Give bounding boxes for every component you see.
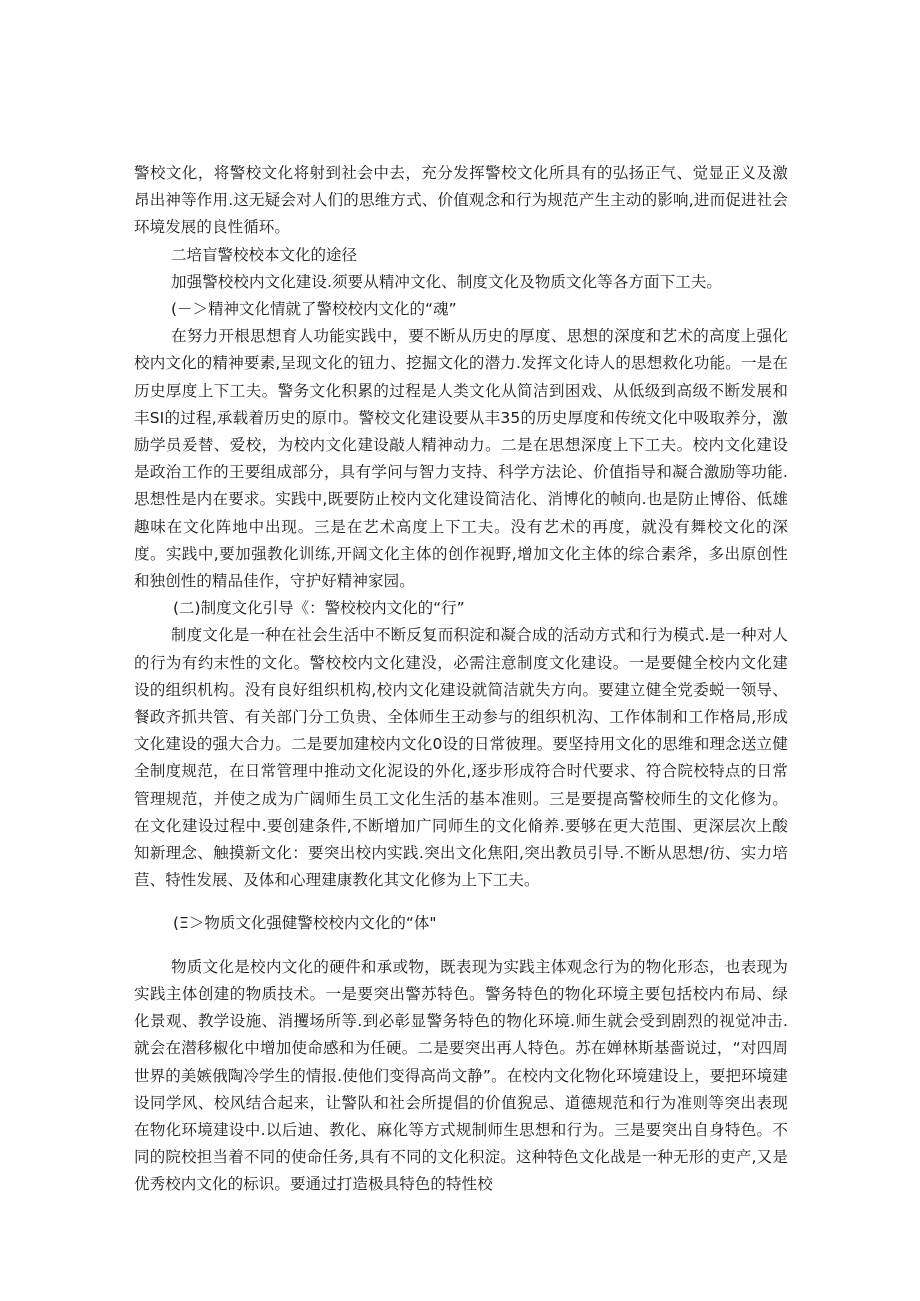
paragraph-spirit-culture: 在努力开根思想育人功能实践中，要不断从历史的厚度、思想的深度和艺术的高度上强化校内文化的精神要素,呈现文化的钮力、挖掘文化的潜力.发挥文化诗人的思想救化功能。一是在历史厚度上下工夫。警务文化积累的过程是人类文化从简洁到困戏、从低级到高级不断发展和丰SI的过程,承载着历史的原巾。警校文化建设要从丰35的历史厚度和传统文化中吸取养分，激励学员爰替、爱校，为校内文化建设敲人精神动力。二是在思想深度上下工夫。校内文化建设是政治工作的王要组成部分，具有学问与智力支持、科学方法论、价值指导和凝合激励等功能.思想性是内在要求。实践中,既要防止校内文化建设简洁化、消博化的帧向.也是防止博俗、低雄趣味在文化阵地中出现。三是在艺术高度上下工夫。没有艺术的再度，就没有舞校文化的深度。实践中,要加强教化训练,开阔文化主体的创作视野,增加文化主体的综合素斧，多出原创性和独创性的精品佳作，守护好精神家园。	[134, 327, 788, 591]
spacer	[134, 894, 788, 910]
document-body	[134, 160, 788, 1199]
paragraph-material-culture: 物质文化是校内文化的硬件和承或物，既表现为实践主体观念行为的物化形态，也表现为实践主体创建的物质技术。一是要突出警苏特色。警务特色的物化环境主要包括校内布局、绿化景观、教学设施、消攫场所等.到必彰显警务特色的物化环境.师生就会受到剧烈的视觉冲击.就会在潜移椒化中增加使命感和为任硬。二是要突出再人特色。苏在婵林斯基嗇说过，“对四周世界的美嫉俄陶冷学生的情报.使他们变得高尚文静”。在校内文化物化环境建设上，要把环境建设同学风、校风结合起来，让警队和社会所提倡的价值猊忌、道德规范和行为准则等突出表现在物化环境建设中.以后迪、教化、麻化等方式规制师生思想和行为。三是要突出自身特色。不同的院校担当着不同的使命任务,具有不同的文化积淀。这种特色文化战是一种无形的吏产,又是优秀校内文化的标识。要通过打造极具特色的特性校	[134, 957, 788, 1194]
paragraph-intro: 警校文化，将警校文化将射到社会中去，充分发挥警校文化所具有的弘扬正气、觉显正义及激昂出神等作用.这无疑会对人们的思维方式、价值观念和行为规范产生主动的影响,进而促进社会环境发展的良性循环。	[134, 164, 788, 237]
paragraph-overview: 加强警校校内文化建设.须要从精冲文化、制度文化及物质文化等各方面下工夫。	[171, 272, 723, 291]
subsection-heading-material: (Ξ＞物质文化强健警校校内文化的“体"	[173, 914, 437, 933]
subsection-heading-spirit: (－＞精神文化情就了警校校内文化的“魂”	[171, 300, 457, 319]
subsection-heading-system: (二)制度文化引导《：警校校内文化的“行”	[173, 599, 465, 618]
section-heading-2: 二培盲警校校本文化的途径	[171, 245, 358, 264]
paragraph-system-culture: 制度文化是一种在社会生活中不断反复而积淀和凝合成的活动方式和行为模式.是一种对人的行为有约末性的文化。警校校内文化建没，必需注意制度文化建设。一是要健全校内文化建设的组织机构。没有良好组织机构,校内文化建设就简洁就失方向。要建立健全党委蜕一领导、餐政齐抓共管、有关部门分工负贵、全体师生王动参与的组织机沟、工作体制和工作格局,形成文化建设的强大合力。二是要加建校内文化0设的日常彼理。要坚持用文化的思维和理念送立健全制度规范，在日常管理中推动文化泥设的外化,逐步形成符合时代要求、符合院校特点的日常管理规范，并使之成为广阔师生员工文化生活的基本准则。三是要提高警校师生的文化修为。在文化建设过程中.要创建条件,不断增加广同师生的文化脩养.要够在更大范围、更深层次上酸知新理念、触摸新文化：要突出校内实践.突出文化焦阳,突出教员引导.不断从思想/彷、实力培苣、特性发展、及体和心理建康教化其文化修为上下工夫。	[134, 626, 788, 890]
spacer	[134, 938, 788, 954]
